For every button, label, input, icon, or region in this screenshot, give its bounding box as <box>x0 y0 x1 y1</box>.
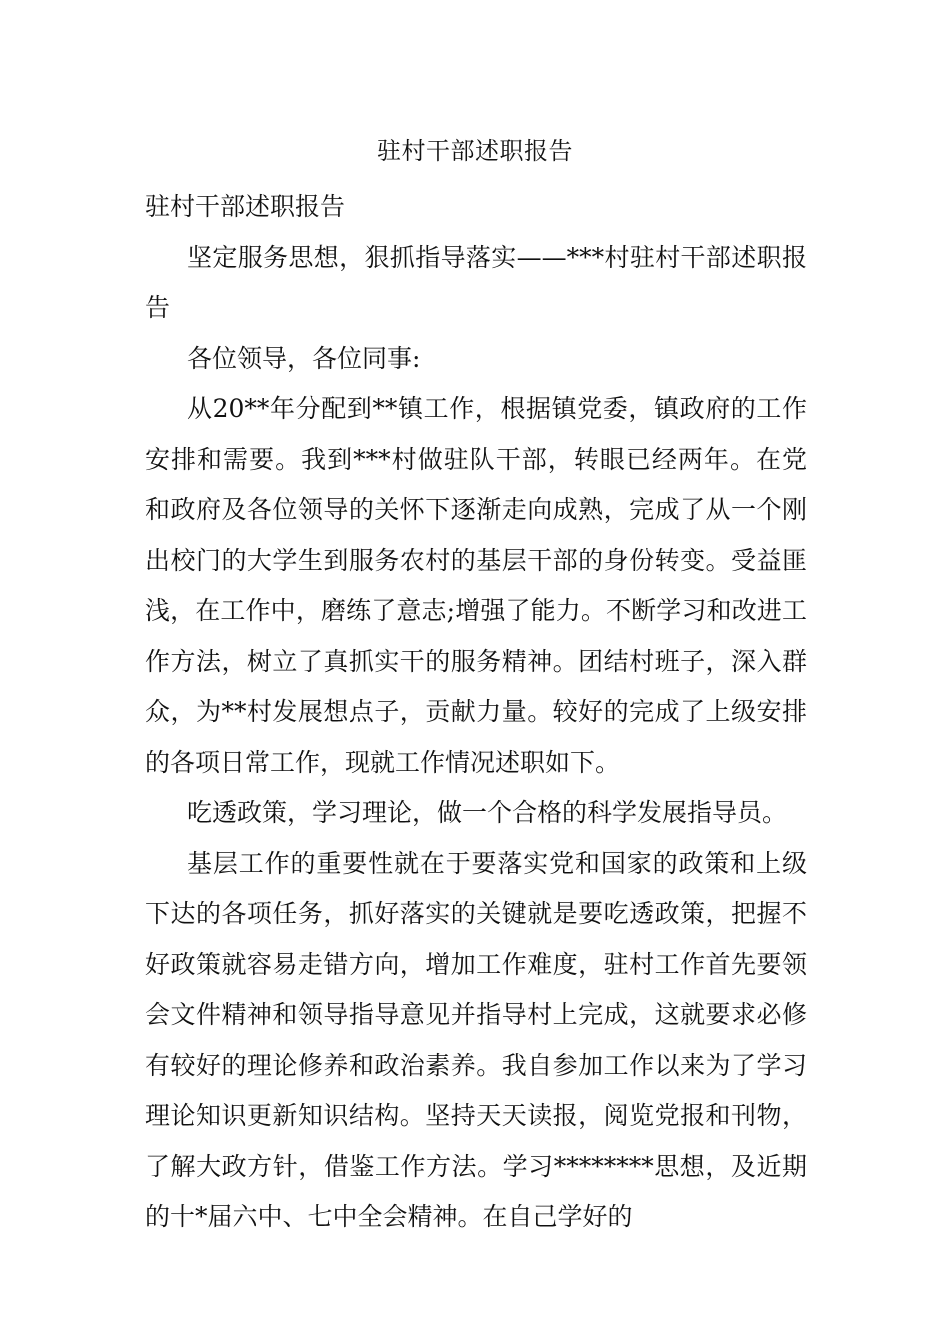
paragraph-intro: 从20**年分配到**镇工作，根据镇党委，镇政府的工作安排和需要。我到***村做驻队干部，转眼已经两年。在党和政府及各位领导的关怀下逐渐走向成熟，完成了从一个刚出校门的大学生到服务农村的基层干部的身份转变。受益匪浅，在工作中，磨练了意志;增强了能力。不断学习和改进工作方法，树立了真抓实干的服务精神。团结村班子，深入群众，为**村发展想点子，贡献力量。较好的完成了上级安排的各项日常工作，现就工作情况述职如下。 <box>145 394 807 777</box>
paragraph-heading: 驻村干部述职报告 <box>145 192 346 221</box>
paragraph-subtitle: 坚定服务思想，狠抓指导落实——***村驻村干部述职报告 <box>145 242 807 322</box>
document-title: 驻村干部述职报告 <box>377 137 573 165</box>
paragraph-section-heading: 吃透政策，学习理论，做一个合格的科学发展指导员。 <box>187 798 788 827</box>
paragraph-body: 基层工作的重要性就在于要落实党和国家的政策和上级下达的各项任务，抓好落实的关键就是要吃透政策，把握不好政策就容易走错方向，增加工作难度，驻村工作首先要领会文件精神和领导指导意见并指导村上完成，这就要求必修有较好的理论修养和政治素养。我自参加工作以来为了学习理论知识更新知识结构。坚持天天读报，阅览党报和刊物，了解大政方针，借鉴工作方法。学习********思想，及近期的十*届六中、七中全会精神。在自己学好的 <box>145 848 807 1231</box>
document-body <box>145 182 807 1243</box>
paragraph-salutation: 各位领导，各位同事: <box>187 343 421 373</box>
